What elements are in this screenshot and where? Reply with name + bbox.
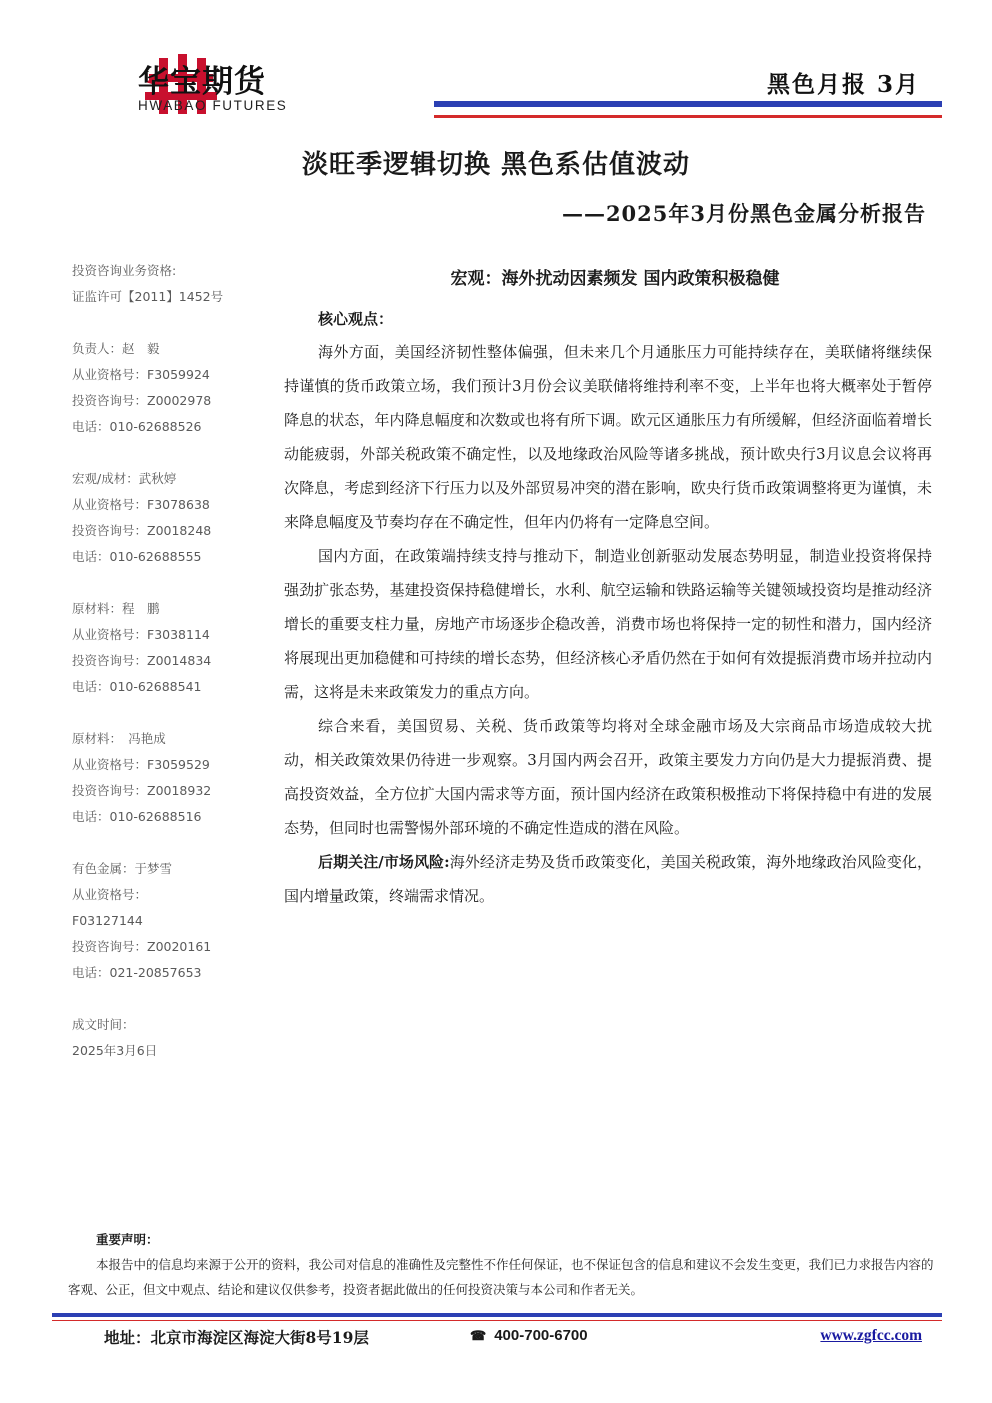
sidebar-line: 投资咨询号：Z0002978: [72, 393, 212, 408]
paragraph-overseas: 海外方面，美国经济韧性整体偏强，但未来几个月通胀压力可能持续存在，美联储将继续保持谨慎的货币政策立场，我们预计3月份会议美联储将维持利率不变，上半年也将大概率处于暂停降息的状态，年内降息幅度和次数或也将有所下调。欧元区通胀压力有所缓解，但经济面临着增长动能疲弱，外部关税政策不确定性，以及地缘政治风险等诸多挑战，预计欧央行3月议息会议将再次降息，考虑到经济下行压力以及外部贸易冲突的潜在影响，欧央行货币政策调整将更为谨慎，未来降息幅度及节奏均存在不确定性，但年内仍将有一定降息空间。: [284, 343, 932, 531]
sidebar-line: 有色金属：于梦雪: [72, 861, 173, 876]
sidebar-line: 从业资格号：F3059924: [72, 367, 210, 382]
sidebar-line: F03127144: [72, 913, 143, 928]
sidebar-line: 从业资格号：F3059529: [72, 757, 210, 772]
sidebar-group-date: [72, 1012, 272, 1064]
risk-label: 后期关注/市场风险:: [318, 853, 450, 871]
sidebar-line: 投资咨询号：Z0018248: [72, 523, 212, 538]
paragraph-risk: [284, 845, 932, 913]
logo-english-name: HWABAO FUTURES: [138, 98, 288, 113]
paragraph-domestic: 国内方面，在政策端持续支持与推动下，制造业创新驱动发展态势明显，制造业投资将保持强劲扩张态势，基建投资保持稳健增长，水利、航空运输和铁路运输等关键领域投资均是推动经济增长的重要支柱力量，房地产市场逐步企稳改善，消费市场也将保持一定的韧性和潜力，国内经济将展现出更加稳健和可持续的增长态势，但经济核心矛盾仍然在于如何有效提振消费市场并拉动内需，这将是未来政策发力的重点方向。: [284, 547, 932, 701]
report-main-title: 淡旺季逻辑切换 黑色系估值波动: [301, 150, 691, 180]
sidebar-line: 原材料： 冯艳成: [72, 731, 166, 746]
header-divider-blue: [434, 101, 942, 107]
sidebar-line: 投资咨询号：Z0020161: [72, 939, 212, 954]
sidebar-line: 成文时间：: [72, 1017, 135, 1032]
footer-website-link[interactable]: www.zgfcc.com: [820, 1327, 922, 1344]
sidebar-line: 宏观/成材：武秋婷: [72, 471, 177, 486]
core-view-label: 核心观点：: [318, 310, 394, 328]
sidebar-line: 从业资格号：F3038114: [72, 627, 210, 642]
sidebar-line: 证监许可【2011】1452号: [72, 289, 224, 304]
sidebar-line: 投资咨询业务资格:: [72, 263, 177, 278]
footer-divider-red: [52, 1320, 942, 1321]
disclaimer-title: 重要声明：: [96, 1232, 159, 1247]
sidebar-line: 电话：021-20857653: [72, 965, 202, 980]
sidebar-group-nonferrous: [72, 856, 272, 986]
sidebar-line: 电话：010-62688555: [72, 549, 202, 564]
header-divider-red: [434, 115, 942, 118]
section-heading-macro: 宏观：海外扰动因素频发 国内政策积极稳健: [450, 269, 780, 289]
analyst-sidebar: [72, 258, 272, 1090]
risk-text: 海外经济走势及货币政策变化，美国关税政策，海外地缘政治风险变化，国内增量政策，终端需求情况。: [284, 853, 932, 905]
sidebar-line: 原材料：程 鹏: [72, 601, 160, 616]
telephone-icon: ☎: [470, 1328, 487, 1343]
footer-address: 地址：北京市海淀区海淀大街8号19层: [104, 1328, 369, 1347]
sidebar-line: 投资咨询号：Z0018932: [72, 783, 212, 798]
footer-phone: [470, 1327, 588, 1344]
paragraph-summary: 综合来看，美国贸易、关税、货币政策等均将对全球金融市场及大宗商品市场造成较大扰动，相关政策效果仍待进一步观察。3月国内两会召开，政策主要发力方向仍是大力提振消费、提高投资效益，全方位扩大国内需求等方面，预计国内经济在政策积极推动下将保持稳中有进的发展态势，但同时也需警惕外部环境的不确定性造成的潜在风险。: [284, 717, 932, 837]
report-subtitle: ——2025年3月份黑色金属分析报告: [561, 201, 926, 226]
report-type-tag: 黑色月报 3月: [766, 71, 920, 98]
sidebar-group-raw-materials-2: [72, 726, 272, 830]
sidebar-line: 电话：010-62688516: [72, 809, 202, 824]
sidebar-group-raw-materials-1: [72, 596, 272, 700]
sidebar-line: 2025年3月6日: [72, 1043, 158, 1058]
sidebar-line: 从业资格号：F3078638: [72, 497, 210, 512]
sidebar-line: 投资咨询号：Z0014834: [72, 653, 212, 668]
sidebar-line: 从业资格号：: [72, 887, 148, 902]
sidebar-line: 负责人：赵 毅: [72, 341, 160, 356]
sidebar-group-head: [72, 336, 272, 440]
phone-number: 400-700-6700: [494, 1327, 588, 1344]
sidebar-line: 电话：010-62688541: [72, 679, 202, 694]
sidebar-line: 电话：010-62688526: [72, 419, 202, 434]
report-body: [284, 264, 932, 913]
logo-chinese-name: 华宝期货: [138, 64, 266, 100]
footer-divider-blue: [52, 1313, 942, 1317]
disclaimer-body: 本报告中的信息均来源于公开的资料，我公司对信息的准确性及完整性不作任何保证，也不保证包含的信息和建议不会发生变更，我们已力求报告内容的客观、公正，但文中观点、结论和建议仅供参考，投资者据此做出的任何投资决策与本公司和作者无关。: [68, 1257, 934, 1297]
sidebar-group-qualification: [72, 258, 272, 310]
sidebar-group-macro: [72, 466, 272, 570]
